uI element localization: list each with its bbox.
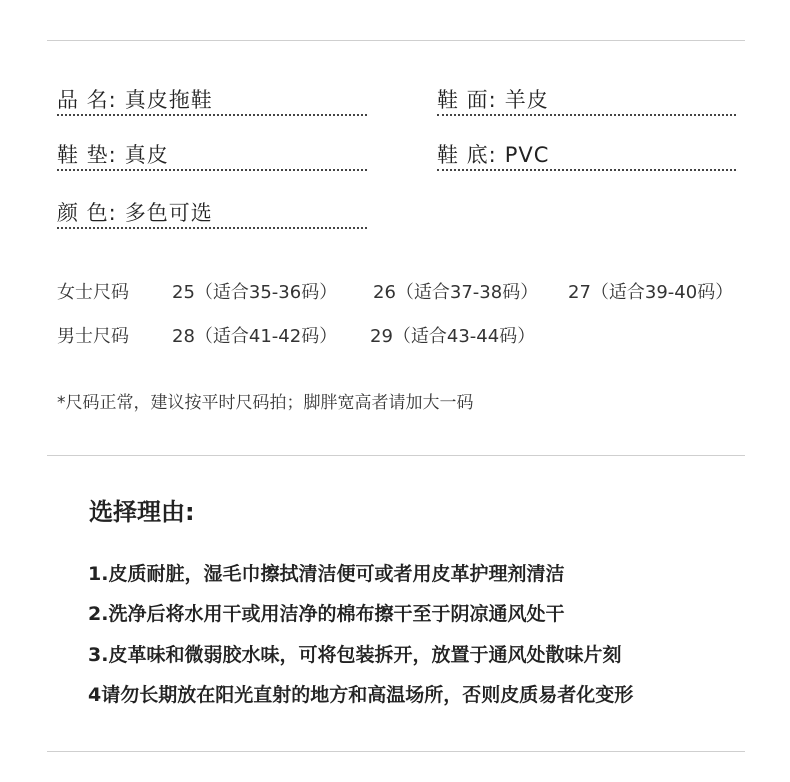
men-size-row xyxy=(57,325,535,349)
spec-sole xyxy=(437,141,736,171)
reason-item: 3.皮革味和微弱胶水味，可将包装拆开，放置于通风处散味片刻 xyxy=(88,644,622,666)
spec-product-name xyxy=(57,86,367,116)
spec-value: 真皮 xyxy=(124,143,169,167)
men-size-label: 男士尺码 xyxy=(57,326,129,347)
spec-label: 鞋 面: xyxy=(437,88,497,112)
spec-upper xyxy=(437,86,736,116)
size-option: 29（适合43-44码） xyxy=(370,326,536,347)
middle-divider xyxy=(47,455,745,456)
spec-insole xyxy=(57,141,367,171)
spec-value: PVC xyxy=(504,143,550,167)
size-option: 28（适合41-42码） xyxy=(172,326,338,347)
size-option: 27（适合39-40码） xyxy=(568,282,734,303)
size-option: 25（适合35-36码） xyxy=(172,282,338,303)
women-size-label: 女士尺码 xyxy=(57,282,129,303)
women-size-row xyxy=(57,281,733,305)
size-note: *尺码正常，建议按平时尺码拍；脚胖宽高者请加大一码 xyxy=(57,393,474,413)
spec-label: 品 名: xyxy=(57,88,117,112)
spec-label: 鞋 底: xyxy=(437,143,497,167)
reasons-title: 选择理由: xyxy=(89,498,195,526)
spec-value: 真皮拖鞋 xyxy=(124,88,213,112)
spec-value: 羊皮 xyxy=(504,88,549,112)
size-option: 26（适合37-38码） xyxy=(373,282,539,303)
spec-label: 鞋 垫: xyxy=(57,143,117,167)
top-divider xyxy=(47,40,745,41)
spec-label: 颜 色: xyxy=(57,201,117,225)
spec-color xyxy=(57,199,367,229)
spec-value: 多色可选 xyxy=(124,201,213,225)
reason-item: 1.皮质耐脏，湿毛巾擦拭清洁便可或者用皮革护理剂清洁 xyxy=(88,563,565,585)
reason-item: 2.洗净后将水用干或用洁净的棉布擦干至于阴凉通风处干 xyxy=(88,603,565,625)
reason-item: 4请勿长期放在阳光直射的地方和高温场所，否则皮质易者化变形 xyxy=(88,684,634,706)
bottom-divider xyxy=(47,751,745,752)
